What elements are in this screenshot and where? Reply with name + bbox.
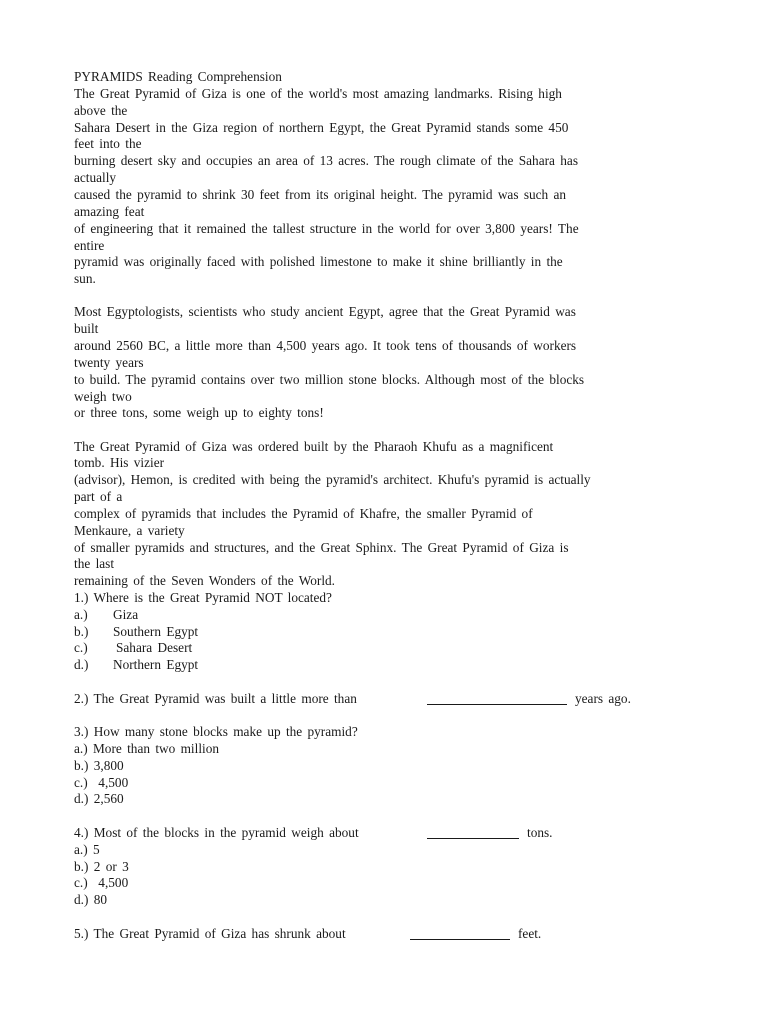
- option-text: Giza: [113, 607, 139, 622]
- question-prompt: 5.) The Great Pyramid of Giza has shrunk about: [74, 926, 346, 941]
- passage-line: Most Egyptologists, scientists who study ancient Egypt, agree that the Great Pyramid was: [74, 304, 576, 319]
- option-text: Northern Egypt: [113, 657, 199, 672]
- question-prompt: 2.) The Great Pyramid was built a little more than: [74, 691, 357, 706]
- question-suffix: feet.: [518, 926, 542, 941]
- passage-line: the last: [74, 556, 115, 571]
- option: b.) 2 or 3: [74, 859, 129, 874]
- passage-line: actually: [74, 170, 117, 185]
- answer-blank[interactable]: [427, 704, 567, 705]
- passage-line: above the: [74, 103, 128, 118]
- passage-line: weigh two: [74, 389, 132, 404]
- question-prompt: 4.) Most of the blocks in the pyramid weigh about: [74, 825, 359, 840]
- passage-line: Sahara Desert in the Giza region of northern Egypt, the Great Pyramid stands some 450: [74, 120, 569, 135]
- option: a.) 5: [74, 842, 100, 857]
- option: b.) 3,800: [74, 758, 124, 773]
- option: a.) More than two million: [74, 741, 220, 756]
- question-prompt: 1.) Where is the Great Pyramid NOT located?: [74, 590, 332, 605]
- passage-line: of engineering that it remained the tallest structure in the world for over 3,800 years! The: [74, 221, 579, 236]
- passage-line: or three tons, some weigh up to eighty tons!: [74, 405, 324, 420]
- passage-line: tomb. His vizier: [74, 455, 165, 470]
- passage-line: amazing feat: [74, 204, 145, 219]
- passage-line: of smaller pyramids and structures, and the Great Sphinx. The Great Pyramid of Giza is: [74, 540, 569, 555]
- option-letter: b.): [74, 624, 89, 639]
- option: d.) 80: [74, 892, 108, 907]
- passage-line: feet into the: [74, 136, 142, 151]
- option: d.) 2,560: [74, 791, 124, 806]
- answer-blank[interactable]: [410, 939, 510, 940]
- question-prompt: 3.) How many stone blocks make up the pyramid?: [74, 724, 358, 739]
- passage-line: entire: [74, 238, 105, 253]
- passage-line: to build. The pyramid contains over two million stone blocks. Although most of the blocks: [74, 372, 585, 387]
- passage-line: Menkaure, a variety: [74, 523, 185, 538]
- question-suffix: years ago.: [575, 691, 631, 706]
- passage-line: complex of pyramids that includes the Pyramid of Khafre, the smaller Pyramid of: [74, 506, 533, 521]
- passage-line: sun.: [74, 271, 96, 286]
- passage-line: remaining of the Seven Wonders of the World.: [74, 573, 335, 588]
- passage-line: part of a: [74, 489, 123, 504]
- option-text: Sahara Desert: [116, 640, 193, 655]
- answer-blank[interactable]: [427, 838, 519, 839]
- passage-line: burning desert sky and occupies an area of 13 acres. The rough climate of the Sahara has: [74, 153, 578, 168]
- passage-line: (advisor), Hemon, is credited with being the pyramid's architect. Khufu's pyramid is actually: [74, 472, 591, 487]
- option: c.) 4,500: [74, 775, 129, 790]
- passage-line: caused the pyramid to shrink 30 feet from its original height. The pyramid was such an: [74, 187, 567, 202]
- option-text: Southern Egypt: [113, 624, 199, 639]
- option-letter: a.): [74, 607, 88, 622]
- question-suffix: tons.: [527, 825, 553, 840]
- passage-line: built: [74, 321, 99, 336]
- passage-line: pyramid was originally faced with polished limestone to make it shine brilliantly in the: [74, 254, 563, 269]
- passage-line: The Great Pyramid of Giza was ordered built by the Pharaoh Khufu as a magnificent: [74, 439, 554, 454]
- passage-line: around 2560 BC, a little more than 4,500 years ago. It took tens of thousands of workers: [74, 338, 577, 353]
- passage-line: twenty years: [74, 355, 144, 370]
- option: c.) 4,500: [74, 875, 129, 890]
- passage-line: The Great Pyramid of Giza is one of the world's most amazing landmarks. Rising high: [74, 86, 562, 101]
- worksheet-title: PYRAMIDS Reading Comprehension: [74, 69, 282, 84]
- option-letter: c.): [74, 640, 88, 655]
- option-letter: d.): [74, 657, 89, 672]
